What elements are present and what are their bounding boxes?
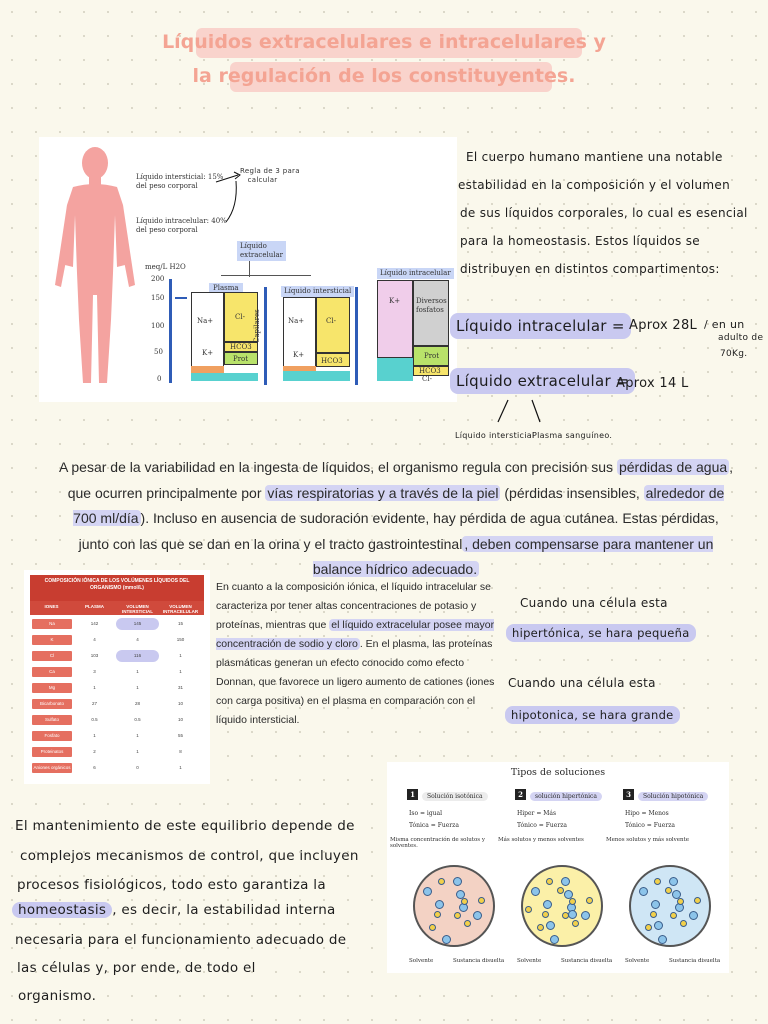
solute-particle <box>454 912 461 919</box>
conclusion-line: necesaria para el funcionamiento adecuado de <box>15 932 347 948</box>
table-cell: 31 <box>177 685 183 690</box>
table-cell-ion: Proteinatos <box>32 747 72 757</box>
ion-prot: Prot <box>233 355 249 363</box>
solvent-particle <box>561 877 570 886</box>
solute-particle <box>650 911 657 918</box>
ion-hco3: HCO3 <box>419 367 441 375</box>
ionic-paragraph: En cuanto a la composición iónica, el líquido intracelular se caracteriza por tener altas concentraciones de potasio y proteínas, mientras que el líquido extracelular posee mayor concentración de sodio y cloro . En el plasma, las proteínas plasmáticas generan un efecto conocido como efecto Donnan, que favorece un ligero aumento de cationes (iones con carga positiva) en el plasma en comparación con el líquido intersticial. <box>216 581 495 726</box>
solvent-particle <box>564 890 573 899</box>
solution-circle <box>413 865 495 947</box>
solution-circle <box>629 865 711 947</box>
table-cell-ion: Cl <box>32 651 72 661</box>
fig-divider <box>221 275 311 276</box>
solution-desc: Menos solutos y más solvente <box>606 837 690 843</box>
fig-y-tick: 200 <box>151 275 165 283</box>
solute-particle <box>464 920 471 927</box>
solvent-particle <box>453 877 462 886</box>
table-cell: 4 <box>93 637 96 642</box>
solvent-particle <box>550 935 559 944</box>
table-cell: 28 <box>134 701 140 706</box>
ion-k: K+ <box>389 297 401 305</box>
ionic-composition-table <box>24 570 210 784</box>
table-cell-ion: K <box>32 635 72 645</box>
table-cell-ion: Ca <box>32 667 72 677</box>
col-header: VOLUMEN INTERSTICIAL <box>122 604 153 614</box>
solution-line: Hiper = Más <box>517 810 557 817</box>
intro-line: distribuyen en distintos compartimentos: <box>460 262 720 276</box>
solution-line: Tónico = Fuerza <box>517 822 567 829</box>
intracelular-note: 70Kg. <box>720 349 748 359</box>
solvent-particle <box>581 911 590 920</box>
table-cell: 2 <box>93 749 96 754</box>
solvent-particle <box>423 887 432 896</box>
table-row <box>30 762 204 774</box>
table-cell: 10 <box>177 717 183 722</box>
table-cell: 4 <box>136 637 139 642</box>
table-cell-ion: Fosfato <box>32 731 72 741</box>
ion-na: Na+ <box>197 317 214 325</box>
solvent-particle <box>658 935 667 944</box>
solvent-particle <box>639 887 648 896</box>
col-header: IONES <box>44 604 59 609</box>
solute-particle <box>429 924 436 931</box>
body-fluid-figure <box>39 137 457 402</box>
fig-capilares: Capilares <box>253 309 261 343</box>
intro-line: El cuerpo humano mantiene una notable <box>466 150 723 164</box>
branch-lines-icon <box>490 396 550 426</box>
intro-line: de sus líquidos corporales, lo cual es esencial <box>460 206 748 220</box>
table-cell: 3 <box>93 669 96 674</box>
hypo-note-2: hipotonica, se hara grande <box>505 706 680 724</box>
bar-int-base <box>283 371 350 381</box>
ion-hco3: HCO3 <box>230 343 252 351</box>
intro-line: para la homeostasis. Estos líquidos se <box>460 234 700 248</box>
table-cell-ion: Mg <box>32 683 72 693</box>
conclusion-line: las células y, por ende, de todo el <box>17 960 256 976</box>
table-cell: 1 <box>179 765 182 770</box>
table-cell-ion: Sulfato <box>32 715 72 725</box>
col-header: PLASMA <box>85 604 104 609</box>
intracelular-label: Líquido intracelular = <box>450 313 631 339</box>
fig-panel-plasma: Plasma <box>209 283 243 294</box>
intracelular-note: adulto de <box>718 333 764 343</box>
table-cell: 150 <box>176 637 185 642</box>
solute-particle <box>438 878 445 885</box>
solvent-particle <box>568 910 577 919</box>
solute-particle <box>665 887 672 894</box>
table-cell: 1 <box>136 685 139 690</box>
solute-particle <box>694 897 701 904</box>
table-cell: 145 <box>116 618 159 630</box>
solute-particle <box>680 920 687 927</box>
intracelular-value: Aprox 28L <box>629 318 698 333</box>
fig-y-tick: 100 <box>151 322 165 330</box>
solute-particle <box>537 924 544 931</box>
table-cell: 1 <box>179 669 182 674</box>
fig-y-unit: meq/L H2O <box>145 263 186 271</box>
fig-panel-intersticial: Líquido intersticial <box>281 286 354 297</box>
col-header: VOLUMEN INTRACELULAR <box>162 604 199 614</box>
fig-blue-divider <box>264 287 267 385</box>
table-row <box>30 698 204 710</box>
fig-panel-intracelular: Líquido intracelular <box>377 268 454 279</box>
ion-cl: Cl- <box>235 313 245 321</box>
table-row <box>30 746 204 758</box>
ion-cl: Cl- <box>422 375 432 383</box>
solution-name: Solución hipotónica <box>638 792 708 801</box>
solvent-particle <box>651 900 660 909</box>
homeostasis-highlight: homeostasis <box>12 902 112 918</box>
conclusion-line: organismo. <box>18 988 97 1004</box>
table-cell: 15 <box>177 621 183 626</box>
solution-desc: Más solutos y menos solventes <box>498 837 584 843</box>
hyper-note-1: Cuando una célula esta <box>520 596 668 610</box>
solvent-particle <box>473 911 482 920</box>
hypo-note-1: Cuando una célula esta <box>508 676 656 690</box>
table-row <box>30 618 204 630</box>
table-cell: 103 <box>90 653 99 658</box>
table-cell: 1 <box>93 685 96 690</box>
solvente-label: Solvente <box>517 958 542 964</box>
solute-particle <box>434 911 441 918</box>
table-cell: 1 <box>136 733 139 738</box>
table-cell: 1 <box>136 749 139 754</box>
intro-line: estabilidad en la composición y el volumen <box>458 178 730 192</box>
solvent-particle <box>456 890 465 899</box>
solvent-particle <box>672 890 681 899</box>
solute-particle <box>586 897 593 904</box>
solute-particle <box>654 878 661 885</box>
solvent-particle <box>531 887 540 896</box>
fig-blue-divider <box>355 287 358 385</box>
ion-k: K+ <box>202 349 214 357</box>
solvente-label: Solvente <box>409 958 434 964</box>
fig-y-axis <box>169 279 172 383</box>
bar-ic-k <box>377 280 413 358</box>
ion-prot: Prot <box>424 352 440 360</box>
solution-line: Tónico = Fuerza <box>625 822 675 829</box>
fig-y-tick: 0 <box>157 375 162 383</box>
solutions-title: Tipos de soluciones <box>510 767 606 778</box>
solution-number: 1 <box>407 789 418 800</box>
solution-number: 2 <box>515 789 526 800</box>
table-cell: 27 <box>91 701 97 706</box>
table-cell: 6 <box>93 765 96 770</box>
human-silhouette <box>45 145 145 390</box>
hyper-note-2: hipertónica, se hara pequeña <box>506 624 696 642</box>
fig-y-tick: 150 <box>151 294 165 302</box>
ion-na: Na+ <box>288 317 305 325</box>
table-cell: 1 <box>136 669 139 674</box>
solute-particle <box>645 924 652 931</box>
fig-y-tick: 50 <box>154 348 163 356</box>
main-paragraph: A pesar de la variabilidad en la ingesta de líquidos, el organismo regula con precisión sus pérdidas de agua , que ocurren principalmente por vías respiratorias y a través de la piel (pérdidas insensibles, alrededor de 700 ml/día ). Incluso en ausencia de sudoración evidente, hay pérdida de agua cutánea. Estas pérdidas, junto con las que se dan en la orina y el tracto gastrointestinal , deben compensarse para mantener un balance hídrico adecuado. <box>58 459 734 577</box>
table-cell: 142 <box>90 621 99 626</box>
table-title: COMPOSICIÓN IÓNICA DE LOS VOLÚMENES LÍQUIDOS DEL ORGANISMO (mmol/L) <box>30 575 204 601</box>
table-cell: 0.5 <box>91 717 98 722</box>
table-row <box>30 730 204 742</box>
fig-panel-extracelular: Líquido extracelular <box>237 241 286 261</box>
table-cell-ion: Na <box>32 619 72 629</box>
fig-label-intersticial: Líquido intersticial: 15% del peso corporal <box>136 173 224 190</box>
table-cell: 1 <box>179 653 182 658</box>
table-row <box>30 650 204 662</box>
soluto-label: Sustancia disuelta <box>453 958 505 964</box>
conclusion-line: El mantenimiento de este equilibrio depende de <box>15 818 355 834</box>
solution-name: solución hipertónica <box>530 792 602 801</box>
sub-plasma: Plasma sanguíneo. <box>532 431 613 440</box>
extracelular-label: Líquido extracelular = <box>450 368 635 394</box>
soluto-label: Sustancia disuelta <box>669 958 721 964</box>
table-cell-ion: Aniones orgánicos <box>32 763 72 773</box>
solvent-particle <box>669 877 678 886</box>
table-cell: 1 <box>93 733 96 738</box>
table-cell-ion: Bicarbonato <box>32 699 72 709</box>
solution-desc: Misma concentración de solutos y solventes. <box>390 837 485 849</box>
bar-ic-base <box>377 358 413 381</box>
table-header <box>30 601 204 615</box>
solution-circle <box>521 865 603 947</box>
solute-particle <box>525 906 532 913</box>
solution-line: Iso = igual <box>409 810 443 817</box>
solute-particle <box>478 897 485 904</box>
page-title: Líquidos extracelulares e intracelulares y <box>162 31 606 53</box>
fig-axis-arrow <box>175 297 187 299</box>
table-cell: 8 <box>179 749 182 754</box>
solute-particle <box>557 887 564 894</box>
solution-number: 3 <box>623 789 634 800</box>
conclusion-line: complejos mecanismos de control, que incluyen <box>20 848 359 864</box>
solution-types-figure <box>387 762 729 973</box>
ion-diversos: Diversos fosfatos <box>416 297 447 314</box>
solvente-label: Solvente <box>625 958 650 964</box>
solvent-particle <box>435 900 444 909</box>
extracelular-value: Aprox 14 L <box>616 376 689 391</box>
fig-note-regla: Regla de 3 para calcular <box>240 167 300 184</box>
table-cell: 10 <box>177 701 183 706</box>
solvent-particle <box>689 911 698 920</box>
solute-particle <box>572 920 579 927</box>
bar-plasma-base <box>191 373 258 381</box>
conclusion-line: procesos fisiológicos, todo esto garantiza la <box>17 877 326 893</box>
solvent-particle <box>654 921 663 930</box>
table-cell: 0 <box>136 765 139 770</box>
table-cell: 55 <box>177 733 183 738</box>
ion-cl: Cl- <box>326 317 336 325</box>
conclusion-line: homeostasis , es decir, la estabilidad interna <box>12 902 336 918</box>
table-row <box>30 714 204 726</box>
fig-label-intracelular: Líquido intracelular: 40% del peso corporal <box>136 217 227 234</box>
table-cell: 0.5 <box>134 717 141 722</box>
solute-particle <box>546 878 553 885</box>
solution-name: Solución isotónica <box>422 792 488 801</box>
table-cell: 116 <box>116 650 159 662</box>
table-row <box>30 682 204 694</box>
solute-particle <box>542 911 549 918</box>
solvent-particle <box>543 900 552 909</box>
solvent-particle <box>546 921 555 930</box>
solute-particle <box>670 912 677 919</box>
sub-intersticial: Líquido intersticial <box>455 431 535 440</box>
page-title-line2: la regulación de los constituyentes. <box>192 65 576 87</box>
table-row <box>30 634 204 646</box>
soluto-label: Sustancia disuelta <box>561 958 613 964</box>
bar-plasma-k <box>191 366 224 373</box>
solution-line: Tónica = Fuerza <box>409 822 459 829</box>
intracelular-note: / en un <box>704 318 745 331</box>
solvent-particle <box>442 935 451 944</box>
ion-k: K+ <box>293 351 305 359</box>
ion-hco3: HCO3 <box>321 357 343 365</box>
solution-line: Hipo = Menos <box>625 810 669 817</box>
table-row <box>30 666 204 678</box>
